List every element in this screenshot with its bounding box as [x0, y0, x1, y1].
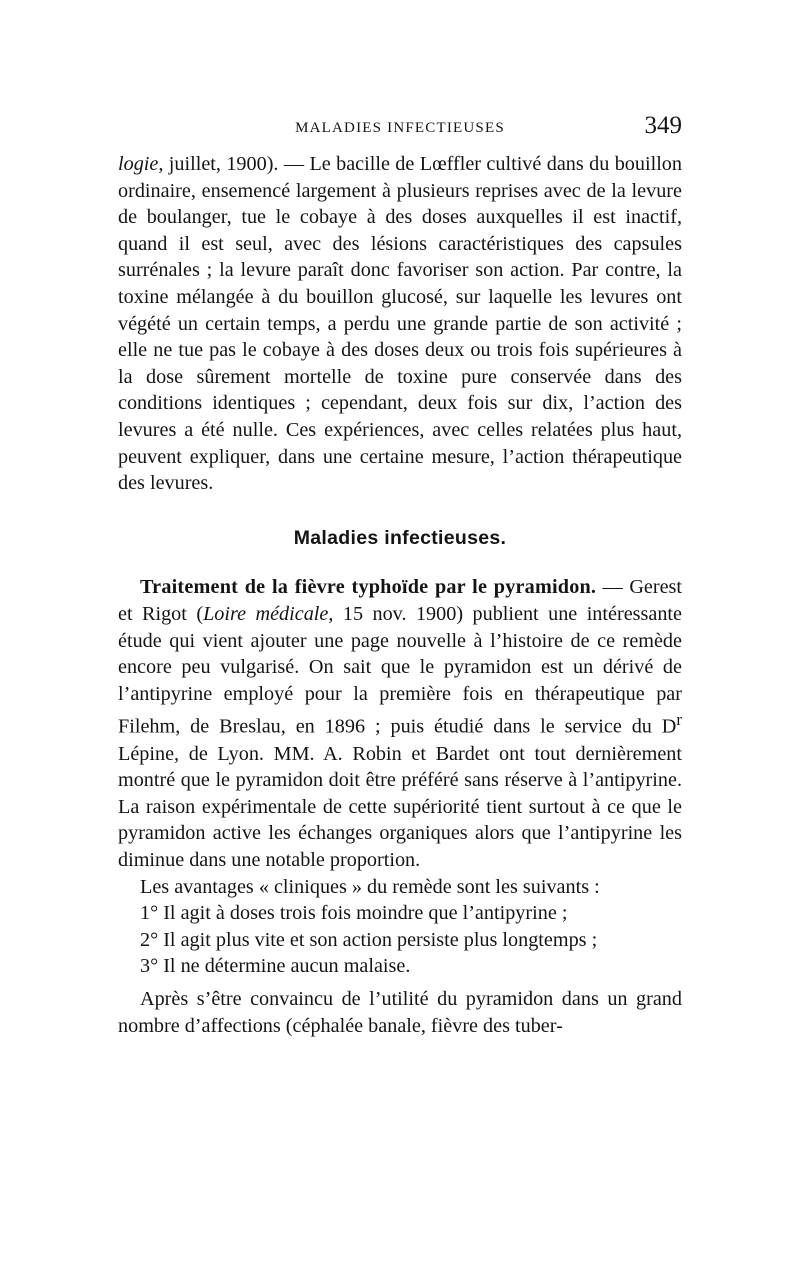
dr-superscript: r: [676, 710, 682, 730]
advantage-item-2: 2° Il agit plus vite et son action persiste plus longtemps ;: [140, 928, 598, 951]
italic-lead: logie,: [118, 153, 164, 175]
advantage-item-1: 1° Il agit à doses trois fois moindre que l’antipyrine ;: [140, 902, 568, 925]
closing-paragraph: Après s’être convaincu de l’utilité du pyramidon dans un grand nombre d’affections (céphalée banale, fièvre des tuber-: [118, 987, 682, 1037]
running-title: MALADIES INFECTIEUSES: [295, 120, 505, 136]
advantages-intro: Les avantages « cliniques » du remède sont les suivants :: [140, 875, 600, 898]
journal-name: Loire médicale,: [203, 602, 334, 625]
article-text-continued: Lépine, de Lyon. MM. A. Robin et Bardet ont tout dernièrement montré que le pyramidon doit être préféré sans réserve à l’antipyrine. La raison expérimentale de cette supériorité tient surtout à ce que le pyramidon active les échanges organiques alors que l’antipyrine les diminue dans une notable proportion.: [118, 742, 682, 871]
article-text: 15 nov. 1900) publient une intéressante étude qui vient ajouter une page nouvelle à l’histoire de ce remède encore peu vulgarisé. On sait que le pyramidon est un dérivé de l’antipyrine employé pour la première fois en thérapeutique par Filehm, de Breslau, en 1896 ; puis étudié dans le service du D: [118, 602, 682, 739]
running-head: [118, 110, 682, 142]
article-dash: —: [596, 576, 630, 599]
paragraph-continuation: [118, 151, 682, 497]
page-number: 349: [644, 112, 682, 139]
article-authors: Gerest et Rigot (: [118, 576, 682, 625]
advantage-item-3: 3° Il ne détermine aucun malaise.: [140, 955, 411, 978]
section-title: Maladies infectieuses.: [293, 526, 507, 549]
paragraph-text: juillet, 1900). — Le bacille de Lœffler cultivé dans du bouillon ordinaire, ensemencé largement à plusieurs reprises avec de la levure de boulanger, tue le cobaye à des doses auxquelles il est inactif, quand il est seul, avec des lésions caractéristiques des capsules surrénales ; la levure paraît donc favoriser son action. Par contre, la toxine mélangée à du bouillon glucosé, sur laquelle les levures ont végété un certain temps, a perdu une grande partie de son activité ; elle ne tue pas le cobaye à des doses deux ou trois fois supérieures à la dose sûrement mortelle de toxine pure conservée dans des conditions identiques ; cependant, deux fois sur dix, l’action des levures a été nulle. Ces expériences, avec celles relatées plus haut, peuvent expliquer, dans une certaine mesure, l’action thérapeutique des levures.: [118, 153, 682, 495]
article-paragraph: [118, 574, 682, 873]
body-text: [118, 151, 682, 1039]
article-title: Traitement de la fièvre typhoïde par le pyramidon.: [140, 576, 597, 599]
